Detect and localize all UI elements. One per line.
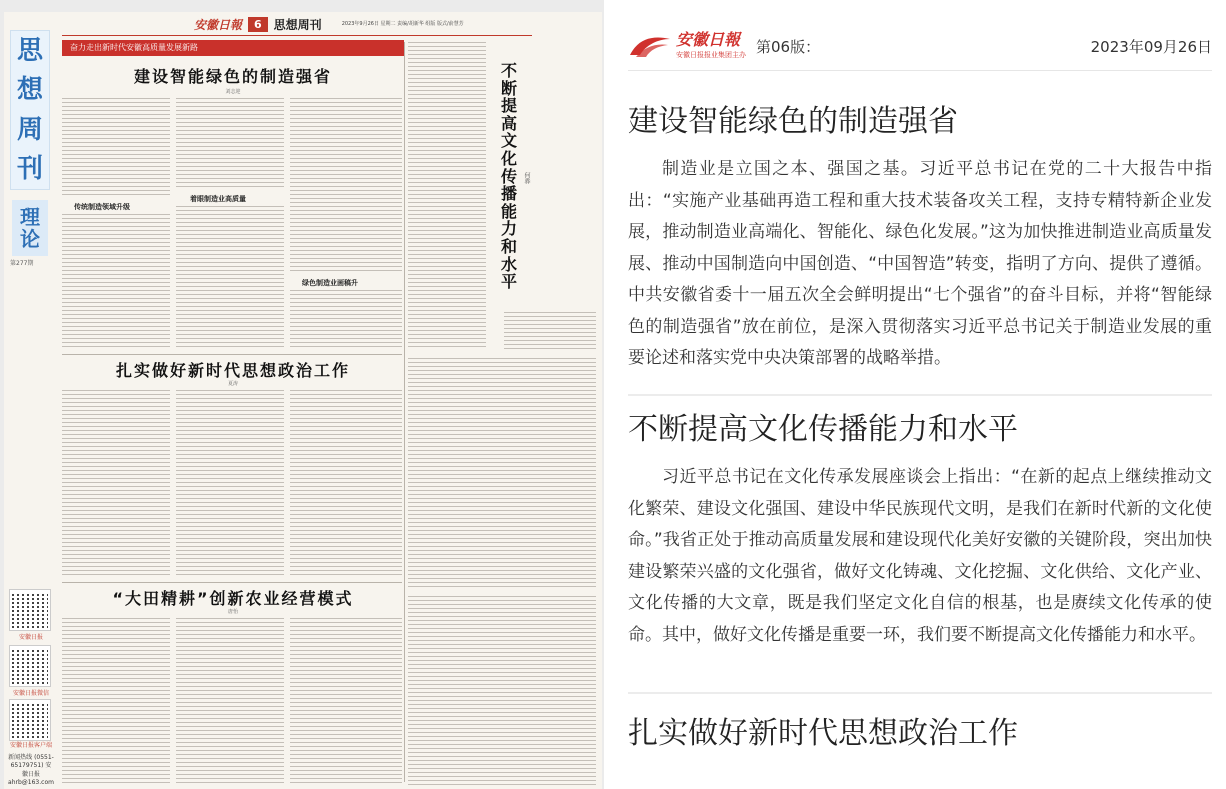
qr-label: 安徽日报客户端 <box>9 742 52 749</box>
article-item[interactable] <box>628 412 1212 651</box>
paper-byline-3: 唐怡 <box>227 609 238 615</box>
vertical-title-char: 和 <box>500 236 517 256</box>
vertical-title-char: 文 <box>500 131 517 151</box>
paper-subhead: 绿色制造业画稿升 <box>302 279 358 287</box>
vertical-title-char: 水 <box>500 254 517 274</box>
article-title[interactable]: 扎实做好新时代思想政治工作 <box>628 716 1018 751</box>
qr-code-icon <box>10 700 50 740</box>
paper-text-column <box>408 42 486 350</box>
paper-subhead: 传统制造领域升级 <box>74 203 130 211</box>
newspaper-page-panel <box>0 0 604 789</box>
article-item[interactable] <box>628 716 1212 752</box>
paper-byline-1: 刘志迎 <box>225 89 241 95</box>
logo-mark-icon <box>628 33 672 59</box>
paper-vertical-author: 何骅 <box>523 172 530 184</box>
vertical-title-char: 断 <box>500 78 517 98</box>
vertical-title-char: 力 <box>500 219 517 239</box>
logo-subtext: 安徽日报报业集团主办 <box>676 51 746 59</box>
paper-divider <box>404 42 405 782</box>
side-column-label <box>12 200 48 256</box>
newspaper-masthead <box>62 14 532 36</box>
article-summary: 习近平总书记在文化传承发展座谈会上指出：“在新的起点上继续推动文化繁荣、建设文化强国、建设中华民族现代文明，是我们在新时代新的文化使命。”我省正处于推动高质量发展和建设现代化美好安徽的关键阶段，突出加快建设繁荣兴盛的文化强省，做好文化铸魂、文化挖掘、文化供给、文化产业、文化传播的大文章，既是我们坚定文化自信的根基，也是赓续文化传承的使命。其中，做好文化传播是重要一环，我们要不断提高文化传播能力和水平。 <box>628 467 1212 645</box>
masthead-page-number: 6 <box>248 17 268 32</box>
masthead-meta: 2023年9月26日 星期二 责编/胡新华 组版 版式/俞慧芳 <box>341 21 464 28</box>
header-divider <box>628 70 1212 71</box>
page-side-strip <box>4 12 56 789</box>
masthead-section: 思想周刊 <box>273 18 322 32</box>
paper-text-column <box>176 618 284 784</box>
paper-headline-1[interactable]: 建设智能绿色的制造强省 <box>133 67 332 86</box>
qr-label: 安徽日报微信 <box>12 690 49 697</box>
article-summary: 制造业是立国之本、强国之基。习近平总书记在党的二十大报告中指出：“实施产业基础再造工程和重大技术装备攻关工程，支持专精特新企业发展，推动制造业高端化、智能化、绿色化发展。”这为加快推进制造业高质量发展、推动中国制造向中国创造、“中国智造”转变，指明了方向、提供了遵循。中共安徽省委十一届五次全会鲜明提出“七个强省”的奋斗目标，并将“智能绿色的制造强省”放在前位，是深入贯彻落实习近平总书记关于制造业发展的重要论述和落实党中央决策部署的战略举措。 <box>628 159 1212 368</box>
paper-text-column <box>176 206 284 350</box>
article-title[interactable]: 不断提高文化传播能力和水平 <box>628 412 1018 447</box>
article-separator <box>628 692 1212 694</box>
paper-text-column <box>62 98 170 198</box>
side-title-char: 想 <box>16 75 43 106</box>
qr-code-icon <box>10 646 50 686</box>
paper-banner: 奋力走出新时代安徽高质量发展新路 <box>62 40 404 56</box>
article-reader-panel <box>604 0 1226 789</box>
side-title-char: 周 <box>16 114 43 145</box>
vertical-title-char: 提 <box>500 96 517 116</box>
article-item[interactable] <box>628 104 1212 375</box>
side-hotline: 新闻热线 (0551-65179751) 安徽日报 ahrb@163.com <box>8 754 54 787</box>
paper-text-column <box>62 618 170 784</box>
paper-text-column <box>176 390 284 578</box>
paper-text-column <box>62 214 170 350</box>
paper-headline-2[interactable]: 扎实做好新时代思想政治工作 <box>115 361 350 380</box>
vertical-title-char: 播 <box>500 184 517 204</box>
newspaper-page-image[interactable] <box>4 12 602 789</box>
paper-headline-3[interactable]: “大田精耕”创新农业经营模式 <box>112 589 354 608</box>
side-issue-number: 第277期 <box>10 260 34 267</box>
side-title-char: 刊 <box>16 154 43 185</box>
paper-text-column <box>62 390 170 578</box>
vertical-title-char: 高 <box>500 113 517 133</box>
issue-date: 2023年09月26日 <box>1090 37 1212 56</box>
page-number-label: 第06版： <box>756 37 821 56</box>
side-column-char: 理 <box>20 205 40 229</box>
paper-text-column <box>290 390 402 578</box>
article-separator <box>628 394 1212 396</box>
paper-text-column <box>176 98 284 190</box>
paper-text-column <box>504 312 596 352</box>
paper-text-column <box>408 596 596 786</box>
vertical-title-char: 传 <box>500 166 517 186</box>
qr-code-icon <box>10 590 50 630</box>
vertical-title-char: 不 <box>500 61 517 80</box>
paper-text-column <box>408 358 596 588</box>
paper-text-column <box>290 98 402 274</box>
masthead-logo: 安徽日報 <box>194 18 243 32</box>
qr-label: 安徽日报 <box>18 634 43 641</box>
paper-text-column <box>290 618 402 784</box>
paper-vertical-headline[interactable] <box>494 62 524 291</box>
reader-header <box>628 26 1212 66</box>
newspaper-logo[interactable] <box>628 32 746 60</box>
paper-divider <box>62 582 402 583</box>
paper-text-column <box>290 290 402 350</box>
side-title-char: 思 <box>16 35 43 66</box>
side-section-title <box>10 30 50 190</box>
vertical-title-char: 化 <box>500 148 517 168</box>
side-column-char: 论 <box>20 227 40 251</box>
paper-divider <box>62 354 402 355</box>
logo-text: 安徽日報 <box>676 30 741 49</box>
paper-subhead: 着眼制造业高质量 <box>190 195 246 203</box>
article-title[interactable]: 建设智能绿色的制造强省 <box>628 104 958 139</box>
vertical-title-char: 能 <box>500 201 517 221</box>
paper-byline-2: 夏涛 <box>227 381 238 387</box>
vertical-title-char: 平 <box>500 272 517 292</box>
